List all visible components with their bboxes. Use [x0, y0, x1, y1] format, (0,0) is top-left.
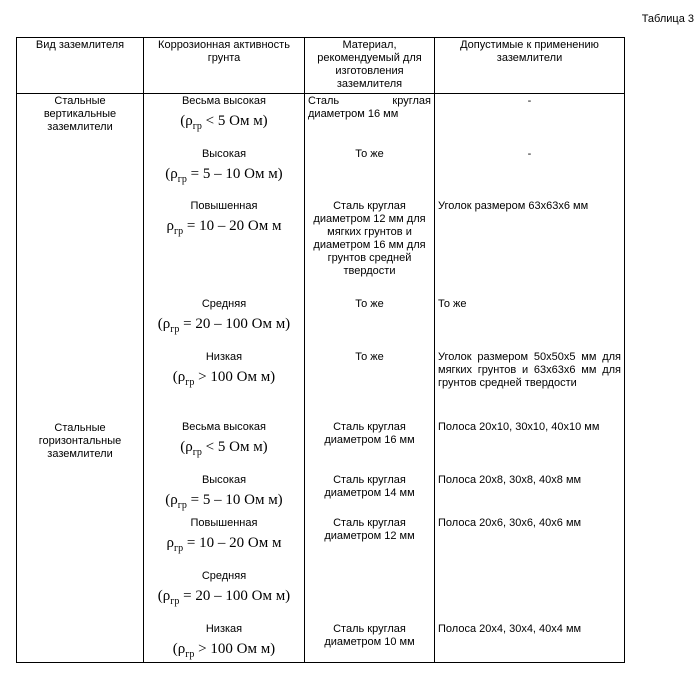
corrosion-entry [147, 570, 301, 612]
rho-symbol: ρ [162, 588, 171, 604]
rho-symbol: ρ [185, 439, 193, 455]
resistivity-formula [147, 533, 301, 559]
header-corrosion: Коррозионная активность грунта [144, 38, 305, 94]
resistivity-formula [147, 490, 301, 516]
material-text: Сталь круглая диаметром 10 мм [324, 623, 415, 648]
material-text: То же [355, 298, 384, 310]
rho-subscript: гр [177, 174, 187, 185]
rho-subscript: гр [170, 596, 180, 607]
rho-symbol: ρ [170, 166, 178, 182]
corrosion-entry [147, 200, 301, 242]
formula-expression: = 5 – 10 Ом м) [186, 492, 283, 508]
resistivity-formula [147, 367, 301, 393]
corrosion-entry [147, 95, 301, 137]
formula-open: ( [172, 369, 178, 385]
material-cells [305, 94, 435, 663]
header-row [17, 38, 625, 94]
allowed-text: Полоса 20х4, 30х4, 40х4 мм [438, 623, 582, 635]
rho-symbol: ρ [166, 218, 175, 234]
body-row [17, 94, 625, 663]
rho-subscript: гр [174, 543, 184, 554]
formula-expression: < 5 Ом м) [201, 439, 268, 455]
material-text: Сталь круглая диаметром 14 мм [324, 474, 415, 499]
formula-expression: < 5 Ом м) [201, 113, 268, 129]
resistivity-formula [147, 216, 301, 242]
resistivity-formula [147, 314, 301, 340]
allowed-text: - [527, 148, 532, 160]
corrosion-level: Весьма высокая [181, 421, 267, 433]
rho-symbol: ρ [166, 535, 175, 551]
corrosion-level: Средняя [201, 570, 247, 582]
formula-expression: = 20 – 100 Ом м) [179, 588, 291, 604]
material-text: Сталь круглая диаметром 16 мм [324, 421, 415, 446]
corrosion-level: Низкая [205, 351, 243, 363]
formula-expression: > 100 Ом м) [194, 641, 276, 657]
formula-expression: = 10 – 20 Ом м [183, 218, 282, 234]
rho-subscript: гр [177, 500, 187, 511]
allowed-text: Полоса 20х8, 30х8, 40х8 мм [438, 474, 582, 486]
header-type: Вид заземлителя [17, 38, 144, 94]
allowed-text: Уголок размером 50х50х5 мм для мягких грунтов и 63х63х6 мм для грунтов средней твердости [438, 351, 621, 389]
corrosion-level: Повышенная [190, 517, 258, 529]
rho-subscript: гр [192, 121, 202, 132]
formula-expression: > 100 Ом м) [194, 369, 276, 385]
resistivity-formula [147, 164, 301, 190]
rho-symbol: ρ [170, 492, 178, 508]
rho-subscript: гр [185, 649, 195, 660]
corrosion-entry [147, 298, 301, 340]
corrosion-entry [147, 474, 301, 516]
header-material: Материал, рекомендуемый для изготовления заземлителя [305, 38, 435, 94]
allowed-cells [435, 94, 625, 663]
group-cells [17, 94, 144, 663]
formula-expression: = 5 – 10 Ом м) [186, 166, 283, 182]
resistivity-formula [147, 639, 301, 665]
allowed-text: Полоса 20х10, 30х10, 40х10 мм [438, 421, 600, 433]
resistivity-formula [147, 111, 301, 137]
material-text: Сталь круглая диаметром 16 мм [308, 95, 431, 120]
allowed-text: Уголок размером 63х63х6 мм [438, 200, 589, 212]
material-text: То же [355, 351, 384, 363]
rho-symbol: ρ [185, 113, 193, 129]
rho-symbol: ρ [177, 369, 186, 385]
rho-subscript: гр [185, 377, 195, 388]
formula-open: ( [165, 492, 171, 508]
group-vertical: Стальные вертикальные заземлители [43, 95, 117, 133]
corrosion-entry [147, 517, 301, 559]
resistivity-formula [147, 437, 301, 463]
formula-open: ( [165, 166, 171, 182]
allowed-text: - [527, 95, 532, 107]
rho-symbol: ρ [177, 641, 186, 657]
rho-subscript: гр [192, 447, 202, 458]
formula-expression: = 20 – 100 Ом м) [179, 316, 291, 332]
formula-open: ( [157, 316, 163, 332]
material-text: Сталь круглая диаметром 12 мм [324, 517, 415, 542]
corrosion-entry [147, 623, 301, 665]
corrosion-entry [147, 148, 301, 190]
corrosion-entry [147, 351, 301, 393]
formula-open: ( [180, 113, 186, 129]
header-allowed: Допустимые к применению заземлители [435, 38, 625, 94]
corrosion-level: Средняя [201, 298, 247, 310]
resistivity-formula [147, 586, 301, 612]
grounding-table [16, 37, 625, 663]
corrosion-entry [147, 421, 301, 463]
rho-subscript: гр [174, 226, 184, 237]
rho-subscript: гр [170, 324, 180, 335]
formula-expression: = 10 – 20 Ом м [183, 535, 282, 551]
material-text: То же [355, 148, 384, 160]
rho-symbol: ρ [162, 316, 171, 332]
allowed-text: Полоса 20х6, 30х6, 40х6 мм [438, 517, 582, 529]
corrosion-level: Высокая [201, 474, 247, 486]
formula-open: ( [172, 641, 178, 657]
group-horizontal: Стальные горизонтальные заземлители [38, 422, 122, 460]
corrosion-level: Повышенная [190, 200, 258, 212]
corrosion-level: Низкая [205, 623, 243, 635]
material-text: Сталь круглая диаметром 12 мм для мягких грунтов и диаметром 16 мм для грунтов средней твердости [313, 200, 426, 277]
table-caption: Таблица 3 [641, 13, 694, 25]
formula-open: ( [180, 439, 186, 455]
allowed-text: То же [438, 298, 467, 310]
formula-open: ( [157, 588, 163, 604]
corrosion-level: Высокая [201, 148, 247, 160]
corrosion-cells [144, 94, 305, 663]
corrosion-level: Весьма высокая [181, 95, 267, 107]
